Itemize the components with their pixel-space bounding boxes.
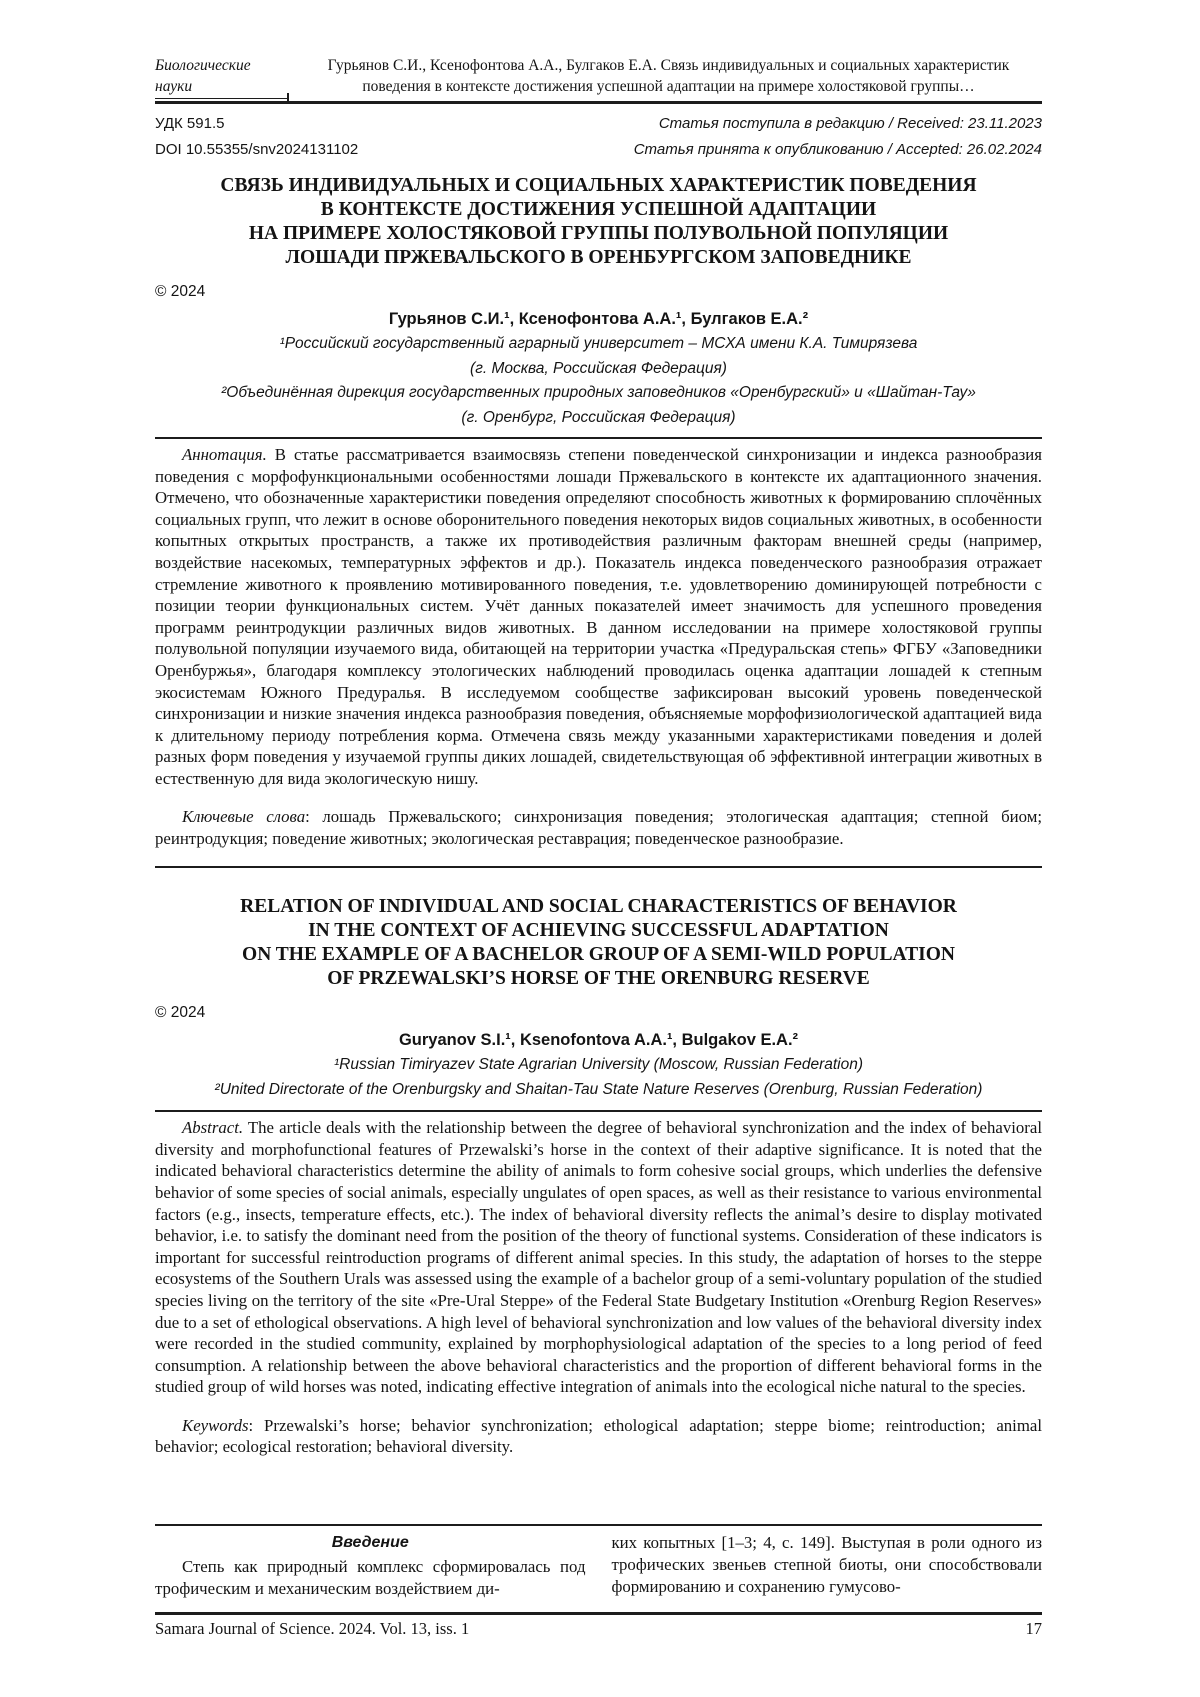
two-column-body [155, 1532, 1042, 1599]
footer-page-number: 17 [1025, 1619, 1042, 1638]
abstract-en-label: Abstract. [182, 1118, 244, 1138]
article-title-en-line2: IN THE CONTEXT OF ACHIEVING SUCCESSFUL ADAPTATION [308, 920, 889, 942]
introduction-section [155, 1524, 1042, 1599]
divider-rule [155, 437, 1042, 439]
keywords-ru-text: : лошадь Пржевальского; синхронизация поведения; этологическая адаптация; степной биом; реинтродукция; поведение животных; экологическая реставрация; поведенческое разнообразие. [155, 807, 1042, 848]
divider-rule [155, 1524, 1042, 1526]
intro-heading: Введение [331, 1534, 409, 1551]
article-title-en-line3: ON THE EXAMPLE OF A BACHELOR GROUP OF A SEMI-WILD POPULATION [242, 944, 955, 966]
running-head [155, 55, 1042, 104]
article-title-ru [155, 174, 1042, 270]
article-title-en-line4: OF PRZEWALSKI’S HORSE OF THE ORENBURG RESERVE [327, 968, 870, 990]
divider-rule [155, 866, 1042, 868]
divider-rule [155, 1110, 1042, 1112]
received-date: Статья поступила в редакцию / Received: 23.11.2023 [658, 115, 1042, 132]
affiliations-en [155, 1053, 1042, 1102]
affiliation-ru-1-city: (г. Москва, Российская Федерация) [470, 359, 727, 377]
body-column-right [612, 1532, 1043, 1599]
article-title-en [155, 895, 1042, 991]
udc-code: УДК 591.5 [155, 115, 225, 132]
affiliation-en-2: ²United Directorate of the Orenburgsky and Shaitan-Tau State Nature Reserves (Orenburg, Russian Federation) [214, 1080, 983, 1098]
accepted-date: Статья принята к опубликованию / Accepted: 26.02.2024 [633, 141, 1042, 158]
abstract-en-text: The article deals with the relationship between the degree of behavioral synchronization and the index of behavioral diversity and morphofunctional features of Przewalski’s horse in the context of their adaptive significance. It is noted that the indicated behavioral characteristics determine the ability of animals to form cohesive social groups, which underlies the defensive behavior of some species of social animals, especially ungulates of open spaces, as well as their resistance to various environmental factors (e.g., insects, temperature effects, etc.). The index of behavioral diversity reflects the animal’s desire to display motivated behavior, i.e. to satisfy the dominant need from the position of the theory of functional systems. Consideration of these indicators is important for successful reintroduction programs of different animal species. In this study, the adaptation of horses to the steppe ecosystems of the Southern Urals was assessed using the example of a bachelor group of a semi-voluntary population of the studied species living on the territory of the site «Pre-Ural Steppe» of the Federal State Budgetary Institution «Orenburg Region Reserves» due to a set of ethological observations. A high level of behavioral synchronization and low values of the behavioral diversity index were recorded in the studied community, explained by morphophysiological adaptation of the species to a long period of feed consumption. A relationship between the above behavioral characteristics and the proportion of different behavioral forms in the studied group of wild horses was noted, indicating effective integration of animals into the ecological niche natural to the species. [155, 1118, 1042, 1397]
affiliation-ru-2-city: (г. Оренбург, Российская Федерация) [461, 408, 736, 426]
footer-rule [155, 1612, 1042, 1615]
body-text-right: ких копытных [1–3; 4, с. 149]. Выступая в роли одного из трофических звеньев степной биоты, они способствовали формированию и сохранению гумусово- [611, 1533, 1042, 1596]
article-title-ru-line3: НА ПРИМЕРЕ ХОЛОСТЯКОВОЙ ГРУППЫ ПОЛУВОЛЬНОЙ ПОПУЛЯЦИИ [248, 223, 949, 244]
section-label-line2: науки [155, 78, 193, 95]
abstract-ru-text: В статье рассматривается взаимосвязь степени поведенческой синхронизации и индекса разнообразия поведения с морфофункциональными особенностями лошади Пржевальского в контексте их адаптационного значения. Отмечено, что обозначенные характеристики поведения определяют способность животных к формированию сплочённых социальных групп, что лежит в основе оборонительного поведения некоторых видов социальных животных, в особенности копытных открытых пространств, а также их противодействия различным факторам внешней среды (например, воздействие насекомых, температурных эффектов и др.). Показатель индекса поведенческого разнообразия отражает стремление животного к проявлению мотивированного поведения, т.е. удовлетворению доминирующей потребности с позиции теории функциональных систем. Учёт данных показателей имеет значимость для успешного проведения программ реинтродукции различных видов животных. В данном исследовании на примере холостяковой группы полувольной популяции изучаемого вида, обитающей на территории участка «Предуральская степь» ФГБУ «Заповедники Оренбуржья», благодаря комплексу этологических наблюдений проводилась оценка адаптации лошадей к степным экосистемам Южного Предуралья. В исследуемом сообществе зафиксирован высокий уровень поведенческой синхронизации и низкие значения индекса разнообразия поведения, объясняемые морфофизиологической адаптацией вида к длительному периоду потребления корма. Отмечена связь между указанными характеристиками поведения и долей разных форм поведения у изучаемой группы диких лошадей, свидетельствующая об эффективной интеграции животных в естественную для вида экологическую нишу. [155, 445, 1042, 788]
article-title-en-line1: RELATION OF INDIVIDUAL AND SOCIAL CHARACTERISTICS OF BEHAVIOR [240, 896, 957, 918]
running-citation-line1: Гурьянов С.И., Ксенофонтова А.А., Булгаков Е.А. Связь индивидуальных и социальных характеристик [327, 57, 1010, 74]
affiliations-ru [155, 332, 1042, 430]
running-citation-line2: поведения в контексте достижения успешной адаптации на примере холостяковой группы… [362, 78, 975, 95]
article-title-ru-line1: СВЯЗЬ ИНДИВИДУАЛЬНЫХ И СОЦИАЛЬНЫХ ХАРАКТЕРИСТИК ПОВЕДЕНИЯ [220, 175, 977, 196]
section-label-underline [155, 98, 287, 99]
section-label [155, 55, 287, 97]
body-column-left [155, 1532, 586, 1599]
affiliation-ru-2: ²Объединённая дирекция государственных природных заповедников «Оренбургский» и «Шайтан-Тау» [221, 384, 976, 401]
keywords-ru [155, 806, 1042, 849]
keywords-en-text: : Przewalski’s horse; behavior synchronization; ethological adaptation; steppe biome; reintroduction; animal behavior; ecological restoration; behavioral diversity. [155, 1415, 1042, 1457]
keywords-en-label: Keywords [182, 1415, 249, 1435]
abstract-ru [155, 444, 1042, 790]
article-title-ru-line4: ЛОШАДИ ПРЖЕВАЛЬСКОГО В ОРЕНБУРГСКОМ ЗАПОВЕДНИКЕ [285, 247, 912, 268]
keywords-en [155, 1415, 1042, 1458]
authors-en: Guryanov S.I.¹, Ksenofontova A.A.¹, Bulgakov E.A.² [398, 1031, 799, 1050]
section-label-divider [287, 93, 289, 101]
meta-row-1 [155, 115, 1042, 132]
doi-code: DOI 10.55355/snv2024131102 [155, 141, 359, 158]
keywords-ru-label: Ключевые слова [182, 807, 306, 827]
copyright-ru: © 2024 [155, 283, 206, 300]
abstract-ru-label: Аннотация. [182, 445, 267, 464]
running-citation [287, 55, 1042, 97]
authors-ru: Гурьянов С.И.¹, Ксенофонтова А.А.¹, Булгаков Е.А.² [388, 310, 809, 328]
page-footer [155, 1612, 1042, 1639]
copyright-en: © 2024 [155, 1004, 206, 1022]
section-label-line1: Биологические [155, 57, 251, 74]
body-text-left: Степь как природный комплекс сформировалась под трофическим и механическим воздействием ди- [155, 1556, 586, 1598]
meta-row-2 [155, 141, 1042, 158]
footer-journal-title: Samara Journal of Science. 2024. Vol. 13, iss. 1 [155, 1619, 470, 1638]
affiliation-ru-1: ¹Российский государственный аграрный университет – МСХА имени К.А. Тимирязева [279, 335, 918, 352]
affiliation-en-1: ¹Russian Timiryazev State Agrarian University (Moscow, Russian Federation) [333, 1056, 864, 1074]
article-title-ru-line2: В КОНТЕКСТЕ ДОСТИЖЕНИЯ УСПЕШНОЙ АДАПТАЦИИ [320, 199, 877, 220]
abstract-en [155, 1117, 1042, 1398]
